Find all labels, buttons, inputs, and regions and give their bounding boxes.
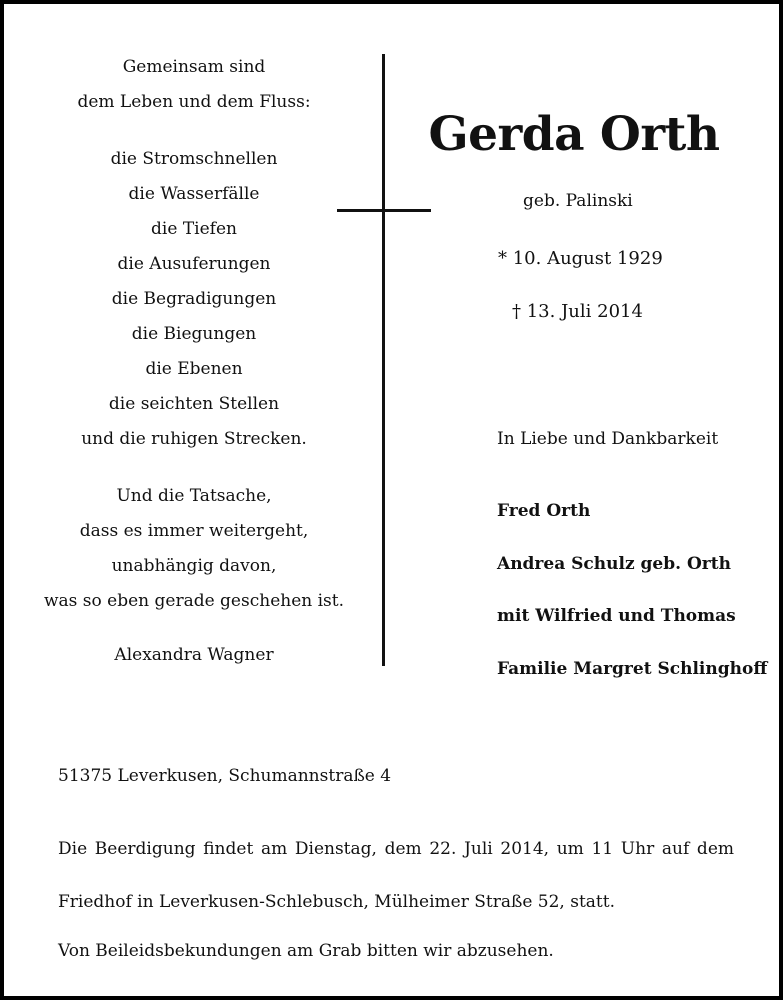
poem-line: die Stromschnellen bbox=[110, 149, 278, 169]
death-date: † 13. Juli 2014 bbox=[512, 301, 643, 322]
footer bbox=[58, 766, 734, 961]
address: 51375 Leverkusen, Schumannstraße 4 bbox=[58, 766, 392, 786]
poem-line: die Wasserfälle bbox=[128, 184, 260, 204]
poem-line: unabhängig davon, bbox=[111, 556, 277, 576]
deceased-name: Gerda Orth bbox=[428, 107, 720, 162]
birth-name: geb. Palinski bbox=[523, 191, 633, 211]
poem-line: Gemeinsam sind bbox=[122, 57, 266, 77]
mourner-name: mit Wilfried und Thomas bbox=[497, 606, 736, 626]
poem-author: Alexandra Wagner bbox=[114, 645, 274, 665]
mourners-list bbox=[497, 485, 767, 695]
poem-line: und die ruhigen Strecken. bbox=[81, 429, 307, 449]
poem-line: Und die Tatsache, bbox=[116, 486, 272, 506]
mourner-name: Andrea Schulz geb. Orth bbox=[497, 553, 731, 574]
poem-line: was so eben gerade geschehen ist. bbox=[43, 591, 345, 611]
poem-line: die Begradigungen bbox=[111, 289, 277, 309]
cross-vertical-bar bbox=[382, 54, 385, 666]
cross-horizontal-bar bbox=[337, 209, 431, 212]
mourner-name: Fred Orth bbox=[497, 501, 591, 521]
birth-date: * 10. August 1929 bbox=[498, 248, 663, 269]
stanza-gap bbox=[34, 457, 354, 479]
poem-line: die Ausuferungen bbox=[117, 254, 271, 274]
poem-line: dass es immer weitergeht, bbox=[79, 521, 309, 541]
condolences-notice: Von Beileidsbekundungen am Grab bitten wir abzusehen. bbox=[58, 941, 554, 961]
poem bbox=[34, 50, 354, 673]
poem-line: die Tiefen bbox=[151, 219, 237, 239]
poem-line: die Biegungen bbox=[131, 324, 257, 344]
poem-line: die Ebenen bbox=[145, 359, 243, 379]
poem-line: dem Leben und dem Fluss: bbox=[77, 92, 311, 112]
stanza-gap bbox=[34, 120, 354, 142]
funeral-notice: Die Beerdigung findet am Dienstag, dem 22. Juli 2014, um 11 Uhr auf dem Friedhof in Leverkusen-Schlebusch, Mülheimer Straße 52, statt. bbox=[58, 839, 734, 912]
mourner-name: Familie Margret Schlinghoff bbox=[497, 658, 768, 679]
poem-line: die seichten Stellen bbox=[108, 394, 280, 414]
mourning-intro: In Liebe und Dankbarkeit bbox=[497, 429, 719, 449]
